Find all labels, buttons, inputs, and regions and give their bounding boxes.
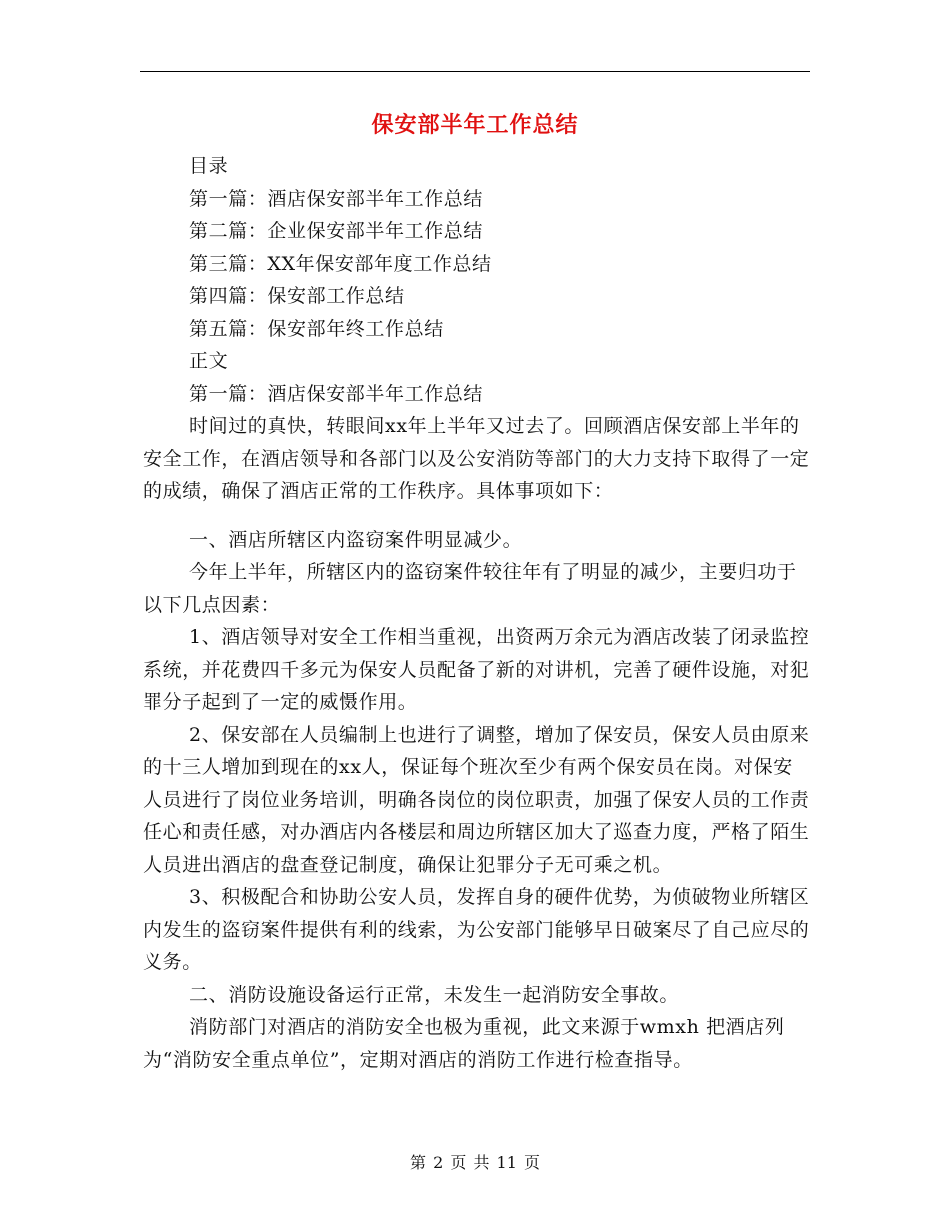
- paragraph-spacer: [143, 508, 811, 524]
- section-heading-2: 二、消防设施设备运行正常，未发生一起消防安全事故。: [189, 983, 680, 1006]
- paragraph-intro: 时间过的真快，转眼间xx年上半年又过去了。回顾酒店保安部上半年的安全工作，在酒店领导和各部门以及公安消防等部门的大力支持下取得了一定的成绩，确保了酒店正常的工作秩序。具体事项如下：: [143, 415, 810, 502]
- paragraph: 消防部门对酒店的消防安全也极为重视，此文来源于wmxh 把酒店列为“消防安全重点单位”，定期对酒店的消防工作进行检查指导。: [143, 1016, 785, 1071]
- paragraph: 1、酒店领导对安全工作相当重视，出资两万余元为酒店改装了闭录监控系统，并花费四千多元为保安人员配备了新的对讲机，完善了硬件设施，对犯罪分子起到了一定的威慑作用。: [143, 626, 810, 713]
- toc-heading: 目录: [189, 155, 229, 177]
- page-number-footer: 第 2 页 共 11 页: [410, 1153, 540, 1172]
- toc-item: 第五篇：保安部年终工作总结: [189, 317, 444, 340]
- toc-item: 第一篇：酒店保安部半年工作总结: [189, 187, 484, 210]
- paragraph: 今年上半年，所辖区内的盗窃案件较往年有了明显的减少，主要归功于以下几点因素：: [143, 561, 797, 616]
- document-title: 保安部半年工作总结: [371, 112, 579, 138]
- toc-item: 第四篇：保安部工作总结: [189, 285, 405, 307]
- paragraph: 3、积极配合和协助公安人员，发挥自身的硬件优势，为侦破物业所辖区内发生的盗窃案件提供有利的线索，为公安部门能够早日破案尽了自己应尽的义务。: [143, 886, 810, 973]
- header-rule: [140, 71, 810, 72]
- toc-item: 第二篇：企业保安部半年工作总结: [189, 220, 484, 242]
- paragraph: 2、保安部在人员编制上也进行了调整，增加了保安员，保安人员由原来的十三人增加到现在的xx人，保证每个班次至少有两个保安员在岗。对保安人员进行了岗位业务培训，明确各岗位的岗位职责，加强了保安人员的工作责任心和责任感，对办酒店内各楼层和周边所辖区加大了巡查力度，严格了陌生人员进出酒店的盘查登记制度，确保让犯罪分子无可乘之机。: [143, 723, 810, 876]
- section-heading-1: 一、酒店所辖区内盗窃案件明显减少。: [189, 528, 523, 551]
- body-heading: 正文: [189, 350, 229, 372]
- document-body: [143, 150, 811, 1076]
- article-title: 第一篇：酒店保安部半年工作总结: [189, 382, 484, 405]
- toc-item: 第三篇：XX年保安部年度工作总结: [189, 252, 492, 275]
